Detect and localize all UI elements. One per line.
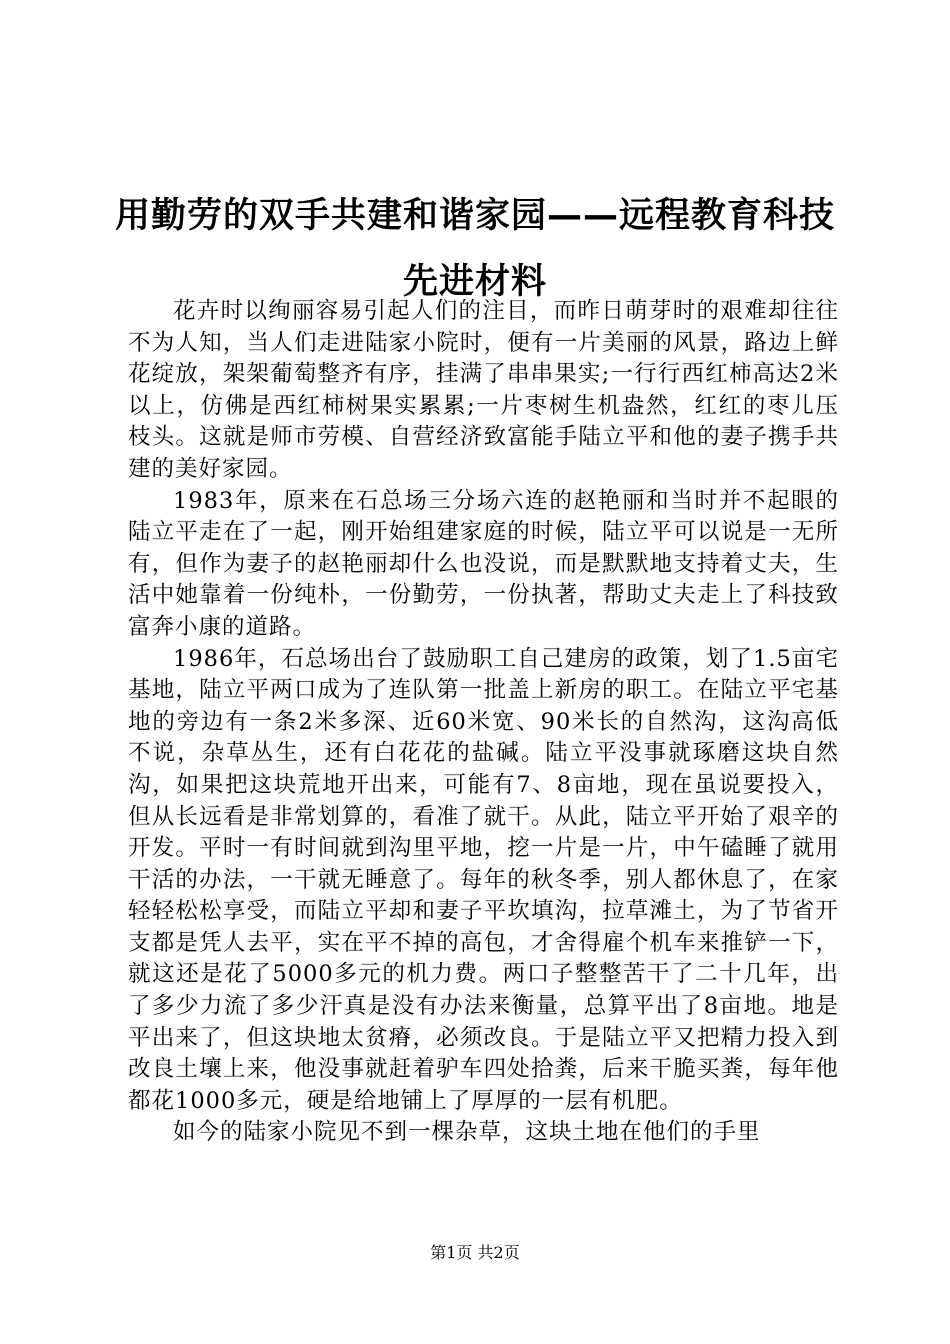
document-title-line-1: 用勤劳的双手共建和谐家园——远程教育科技 (114, 196, 835, 236)
body-paragraph-4: 如今的陆家小院见不到一棵杂草，这块土地在他们的手里 (173, 1119, 761, 1146)
document-title-line-2: 先进材料 (402, 262, 547, 302)
document-body (128, 296, 839, 1149)
body-paragraph-2: 1983年，原来在石总场三分场六连的赵艳丽和当时并不起眼的陆立平走在了一起，刚开始组建家庭的时候，陆立平可以说是一无所有，但作为妻子的赵艳丽却什么也没说，而是默默地支持着丈夫，生活中她靠着一份纯朴，一份勤劳，一份执著，帮助丈夫走上了科技致富奔小康的道路。 (128, 487, 839, 640)
page-number-footer: 第1页 共2页 (430, 1243, 520, 1262)
body-paragraph-3: 1986年，石总场出台了鼓励职工自己建房的政策，划了1.5亩宅基地，陆立平两口成为了连队第一批盖上新房的职工。在陆立平宅基地的旁边有一条2米多深、近60米宽、90米长的自然沟，这沟高低不说，杂草丛生，还有白花花的盐碱。陆立平没事就琢磨这块自然沟，如果把这块荒地开出来，可能有7、8亩地，现在虽说要投入，但从长远看是非常划算的，看准了就干。从此，陆立平开始了艰辛的开发。平时一有时间就到沟里平地，挖一片是一片，中午磕睡了就用干活的办法，一干就无睡意了。每年的秋冬季，别人都休息了，在家轻轻松松享受，而陆立平却和妻子平坎填沟，拉草滩土，为了节省开支都是凭人去平，实在平不掉的高包，才舍得雇个机车来推铲一下，就这还是花了5000多元的机力费。两口子整整苦干了二十几年，出了多少力流了多少汗真是没有办法来衡量，总算平出了8亩地。地是平出来了，但这块地太贫瘠，必须改良。于是陆立平又把精力投入到改良土壤上来，他没事就赶着驴车四处拾粪，后来干脆买粪，每年他都花1000多元，硬是给地铺上了厚厚的一层有机肥。 (128, 645, 839, 1114)
body-paragraph-1: 花卉时以绚丽容易引起人们的注目，而昨日萌芽时的艰难却往往不为人知，当人们走进陆家小院时，便有一片美丽的风景，路边上鲜花绽放，架架葡萄整齐有序，挂满了串串果实;一行行西红柿高达2米以上，仿佛是西红柿树果实累累;一片枣树生机盎然，红红的枣儿压枝头。这就是师市劳模、自营经济致富能手陆立平和他的妻子携手共建的美好家园。 (128, 298, 839, 482)
